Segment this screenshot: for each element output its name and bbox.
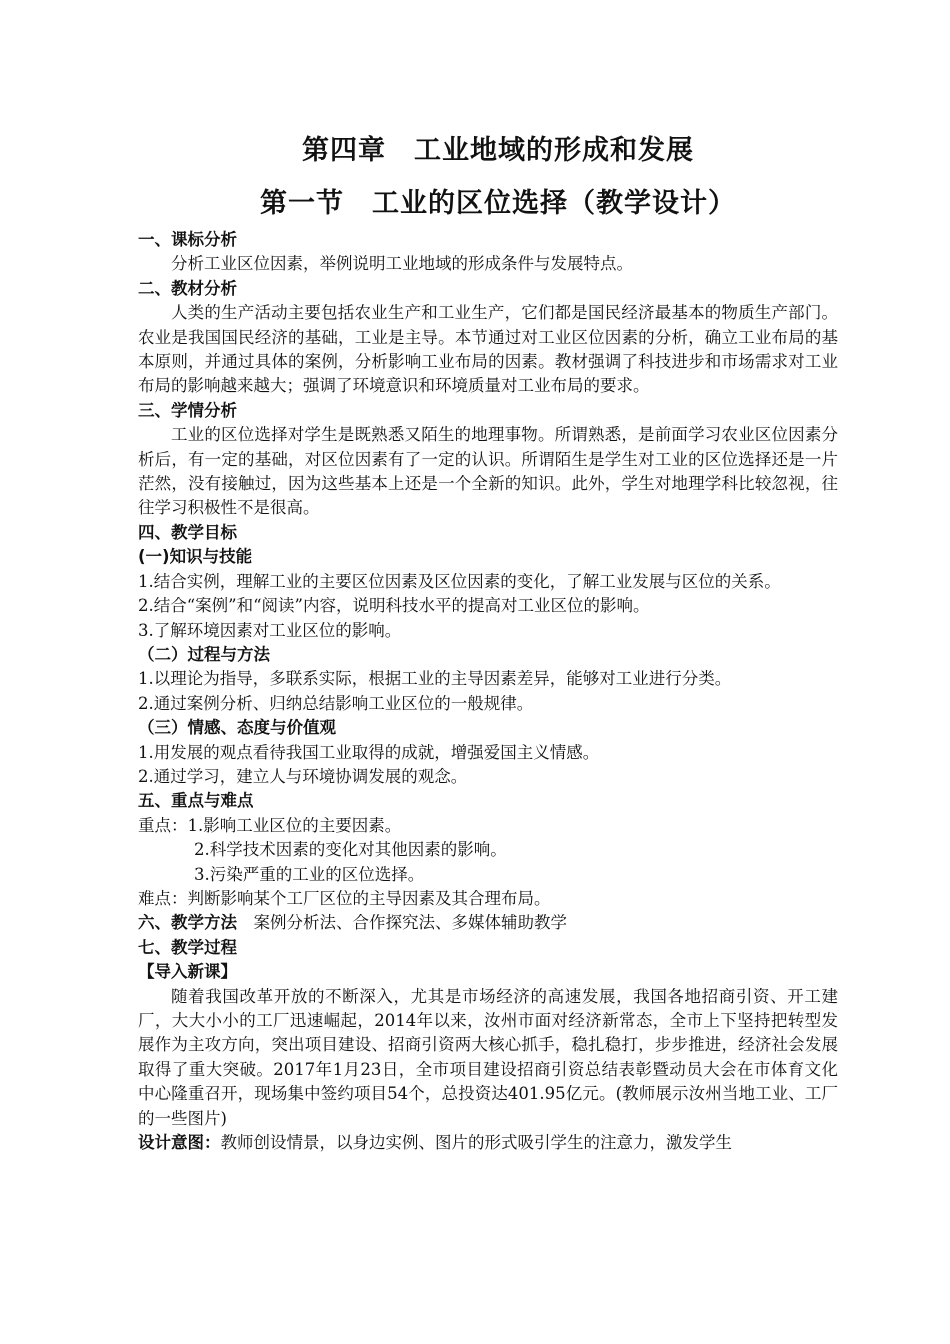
difficulty-line: 难点：判断影响某个工厂区位的主导因素及其合理布局。: [138, 888, 551, 908]
heading-curriculum: 一、课标分析: [138, 230, 237, 249]
chapter-title: 第四章 工业地域的形成和发展: [302, 135, 694, 166]
design-intent-line: [138, 1131, 838, 1155]
intro-heading: 【导入新课】: [138, 962, 237, 982]
subheading-values: （三）情感、态度与价值观: [138, 718, 336, 738]
curriculum-text: 分析工业区位因素，举例说明工业地域的形成条件与发展特点。: [171, 254, 633, 274]
methods-line: [138, 911, 838, 935]
heading-objectives: 四、教学目标: [138, 522, 237, 542]
section-title: 第一节 工业的区位选择（教学设计）: [260, 188, 736, 219]
design-intent-text: 教师创设情景，以身边实例、图片的形式吸引学生的注意力，激发学生: [220, 1133, 732, 1153]
methods-text: 案例分析法、合作探究法、多媒体辅助教学: [237, 913, 567, 933]
subheading-knowledge: (一)知识与技能: [138, 547, 253, 567]
heading-students: 三、学情分析: [138, 400, 237, 420]
objective-item: 3.了解环境因素对工业区位的影响。: [138, 620, 402, 640]
heading-methods: 六、教学方法: [138, 913, 237, 933]
textbook-text: 人类的生产活动主要包括农业生产和工业生产，它们都是国民经济最基本的物质生产部门。农业是我国国民经济的基础，工业是主导。本节通过对工业区位因素的分析，确立工业布局的基本原则，并通过具体的案例，分析影响工业布局的因素。教材强调了科技进步和市场需求对工业布局的影响越来越大；强调了环境意识和环境质量对工业布局的要求。: [138, 303, 838, 396]
objective-item: 2.通过案例分析、归纳总结影响工业区位的一般规律。: [138, 693, 534, 713]
objective-item: 1.用发展的观点看待我国工业取得的成就，增强爱国主义情感。: [138, 742, 600, 762]
heading-textbook: 二、教材分析: [138, 278, 237, 298]
objective-item: 2.通过学习，建立人与环境协调发展的观念。: [138, 766, 468, 786]
intro-text: 随着我国改革开放的不断深入，尤其是市场经济的高速发展，我国各地招商引资、开工建厂，大大小小的工厂迅速崛起，2014年以来，汝州市面对经济新常态，全市上下坚持把转型发展作为主攻方向，突出项目建设、招商引资两大核心抓手，稳扎稳打，步步推进，经济社会发展取得了重大突破。2017年1月23日，全市项目建设招商引资总结表彰暨动员大会在市体育文化中心隆重召开，现场集中签约项目54个，总投资达401.95亿元。(教师展示汝州当地工业、工厂的一些图片): [138, 986, 838, 1128]
students-text: 工业的区位选择对学生是既熟悉又陌生的地理事物。所谓熟悉，是前面学习农业区位因素分析后，有一定的基础，对区位因素有了一定的认识。所谓陌生是学生对工业的区位选择还是一片茫然，没有接触过，因为这些基本上还是一个全新的知识。此外，学生对地理学科比较忽视，往往学习积极性不是很高。: [138, 425, 838, 518]
key-point-line: 重点：1.影响工业区位的主要因素。: [138, 815, 402, 835]
key-point-line: 2.科学技术因素的变化对其他因素的影响。: [194, 840, 507, 860]
subheading-process: （二）过程与方法: [138, 644, 270, 664]
design-intent-label: 设计意图：: [138, 1133, 221, 1153]
objective-item: 1.结合实例，理解工业的主要区位因素及区位因素的变化，了解工业发展与区位的关系。: [138, 571, 781, 591]
objective-item: 1.以理论为指导，多联系实际，根据工业的主导因素差异，能够对工业进行分类。: [138, 669, 732, 689]
heading-key-points: 五、重点与难点: [138, 791, 254, 811]
key-point-line: 3.污染严重的工业的区位选择。: [194, 864, 425, 884]
objective-item: 2.结合“案例”和“阅读”内容，说明科技水平的提高对工业区位的影响。: [138, 596, 650, 616]
heading-process-steps: 七、教学过程: [138, 937, 237, 957]
